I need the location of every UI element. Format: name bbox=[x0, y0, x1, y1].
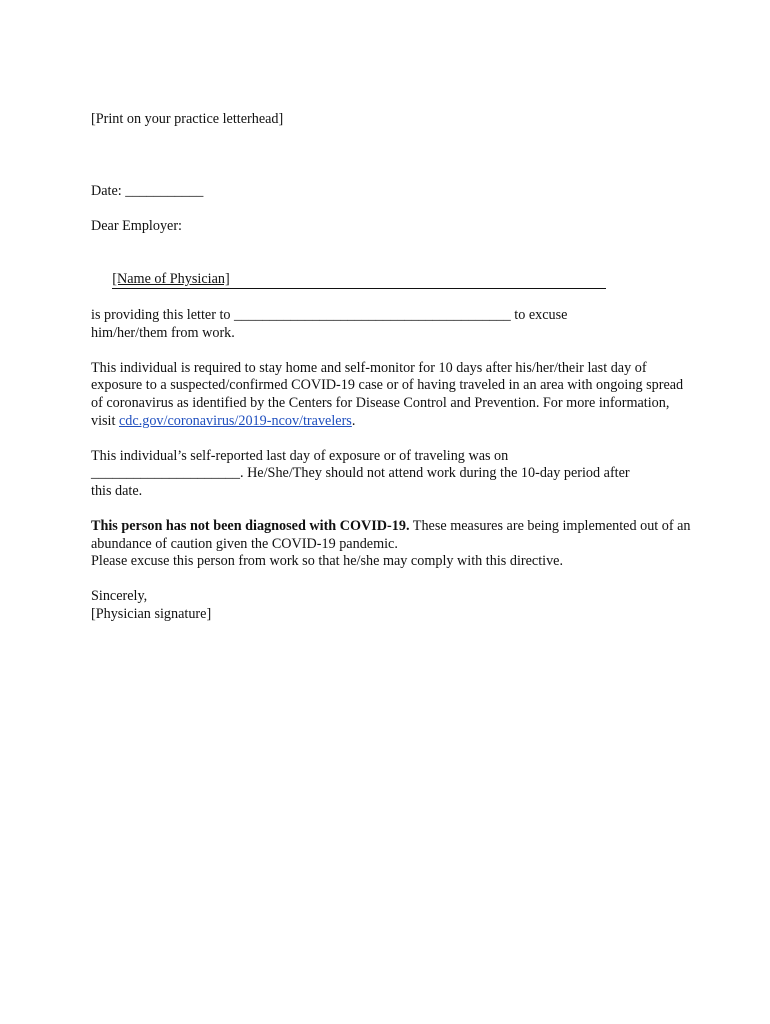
diagnosis-statement: This person has not been diagnosed with COVID-19. bbox=[91, 518, 410, 535]
cdc-travelers-link[interactable]: cdc.gov/coronavirus/2019-ncov/travelers bbox=[119, 412, 352, 429]
letterhead-placeholder: [Print on your practice letterhead] bbox=[91, 111, 284, 127]
signature-placeholder: [Physician signature] bbox=[91, 606, 212, 623]
physician-name-underline bbox=[112, 271, 606, 289]
physician-name-placeholder: [Name of Physician] bbox=[112, 271, 230, 288]
self-monitor-period: . bbox=[351, 412, 356, 429]
date-line: Date: ___________ bbox=[91, 182, 204, 199]
providing-line: is providing this letter to _______________________________________ to excuse bbox=[91, 306, 568, 323]
salutation: Dear Employer: bbox=[91, 218, 182, 235]
exposure-line-1: This individual’s self-reported last day of exposure or of traveling was on bbox=[91, 447, 509, 464]
exposure-line-2: _____________________. He/She/They should not attend work during the 10-day period after bbox=[91, 465, 630, 482]
excuse-request: Please excuse this person from work so that he/she may comply with this directive. bbox=[91, 553, 564, 570]
caution-text: These measures are being implemented out of an abundance of caution given the COVID-19 pandemic. bbox=[91, 518, 691, 552]
physician-name-field bbox=[91, 254, 691, 307]
self-monitor-text: This individual is required to stay home and self-monitor for 10 days after his/her/their last day of exposure to a suspected/confirmed COVID-19 case or of having traveled in an area with ongoing spread of coronavirus as identified by the Centers for Disease Control and Prevention. For more information, visit bbox=[91, 359, 684, 429]
diagnosis-paragraph bbox=[91, 518, 691, 553]
exposure-line-3: this date. bbox=[91, 482, 143, 499]
providing-line-2: him/her/them from work. bbox=[91, 324, 235, 341]
letter-body bbox=[91, 111, 691, 624]
closing: Sincerely, bbox=[91, 588, 148, 605]
self-monitor-paragraph bbox=[91, 360, 691, 430]
